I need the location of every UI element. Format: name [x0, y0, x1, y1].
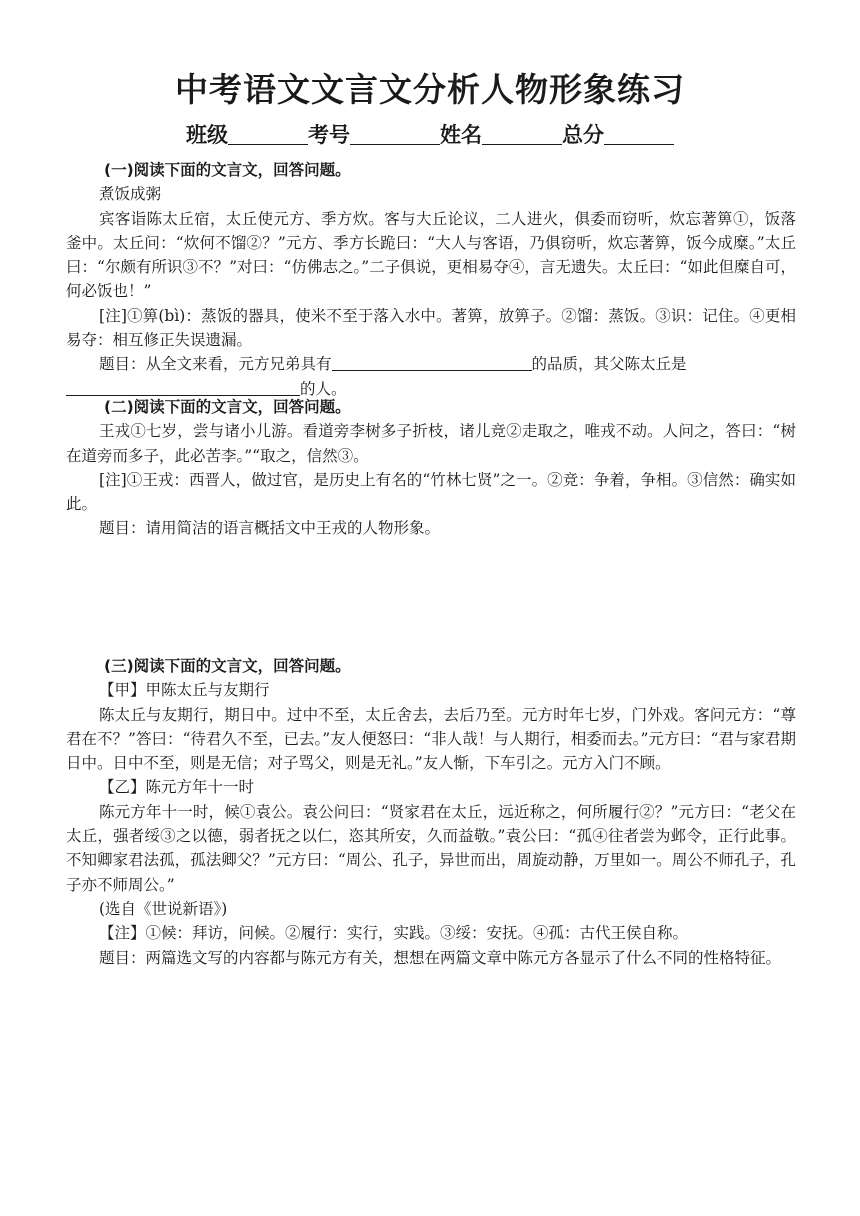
section-one	[66, 158, 796, 401]
score-label: 总分	[562, 123, 604, 147]
question-one-part-a: 题目：从全文来看，元方兄弟具有	[99, 355, 332, 374]
passage-jia-title: 【甲】甲陈太丘与友期行	[99, 681, 270, 700]
question-two: 题目：请用简洁的语言概括文中王戎的人物形象。	[99, 519, 441, 538]
exam-no-label: 考号	[308, 123, 350, 147]
passage-note: [注]①箅(bì)：蒸饭的器具，使米不至于落入水中。著箅，放箅子。②馏：蒸饭。③识：记住。④更相易夺：相互修正失误遗漏。	[66, 306, 796, 350]
passage-title: 煮饭成粥	[99, 185, 162, 204]
passage-yi-title: 【乙】陈元方年十一时	[99, 778, 255, 797]
answer-blank-father[interactable]	[66, 379, 300, 396]
name-blank[interactable]	[482, 120, 562, 145]
section-two-heading: (二)阅读下面的文言文，回答问题。	[104, 398, 351, 416]
section-three	[66, 654, 796, 970]
student-info-row	[0, 118, 860, 152]
section-three-heading: (三)阅读下面的文言文，回答问题。	[104, 657, 351, 675]
passage-jia-text: 陈太丘与友期行，期日中。过中不至，太丘舍去，去后乃至。元方时年七岁，门外戏。客问元方：“尊君在不？”答曰：“待君久不至，已去。”友人便怒曰：“非人哉！与人期行，相委而去。”元方曰：“君与家君期日中。日中不至，则是无信；对子骂父，则是无礼。”友人惭，下车引之。元方入门不顾。	[66, 705, 796, 773]
passage-note: [注]①王戎：西晋人，做过官，是历史上有名的“竹林七贤”之一。②竞：争着，争相。③信然：确实如此。	[66, 470, 796, 514]
class-label: 班级	[186, 123, 228, 147]
passage-yi-text: 陈元方年十一时，候①袁公。袁公问曰：“贤家君在太丘，远近称之，何所履行②？”元方曰：“老父在太丘，强者绥③之以德，弱者抚之以仁，恣其所安，久而益敬。”袁公曰：“孤④往者尝为邺令，正行此事。不知卿家君法孤，孤法卿父？”元方曰：“周公、孔子，异世而出，周旋动静，万里如一。周公不师孔子，孔子亦不师周公。”	[66, 802, 796, 894]
page-title: 中考语文文言文分析人物形象练习	[175, 70, 685, 109]
passage-note: 【注】①候：拜访，问候。②履行：实行，实践。③绥：安抚。④孤：古代王侯自称。	[99, 924, 689, 943]
section-two	[66, 395, 796, 541]
score-blank[interactable]	[604, 120, 674, 145]
passage-text: 王戎①七岁，尝与诸小儿游。看道旁李树多子折枝，诸儿竞②走取之，唯戎不动。人问之，答曰：“树在道旁而多子，此必苦李。”“取之，信然③。	[66, 422, 796, 465]
question-one-part-b: 的品质，其父陈太丘是	[531, 355, 687, 374]
answer-blank-quality[interactable]	[332, 354, 532, 371]
question-three: 题目：两篇选文写的内容都与陈元方有关，想想在两篇文章中陈元方各显示了什么不同的性格特征。	[99, 948, 782, 967]
section-one-heading: (一)阅读下面的文言文，回答问题。	[104, 161, 351, 179]
source-citation: (选自《世说新语》)	[99, 899, 228, 918]
exam-no-blank[interactable]	[350, 120, 440, 145]
passage-text: 宾客诣陈太丘宿，太丘使元方、季方炊。客与大丘论议，二人进火，俱委而窃听，炊忘著箅①，饭落釜中。太丘问：“炊何不馏②？”元方、季方长跪曰：“大人与客语，乃俱窃听，炊忘著箅，饭今成糜。”太丘曰：“尔颇有所识③不？”对曰：“仿佛志之。”二子俱说，更相易夺④，言无遗失。太丘曰：“如此但糜自可，何必饭也！”	[66, 209, 796, 301]
question-one-part-c: 的人。	[300, 379, 347, 398]
class-blank[interactable]	[228, 120, 308, 145]
name-label: 姓名	[440, 123, 482, 147]
question-one	[66, 352, 796, 376]
